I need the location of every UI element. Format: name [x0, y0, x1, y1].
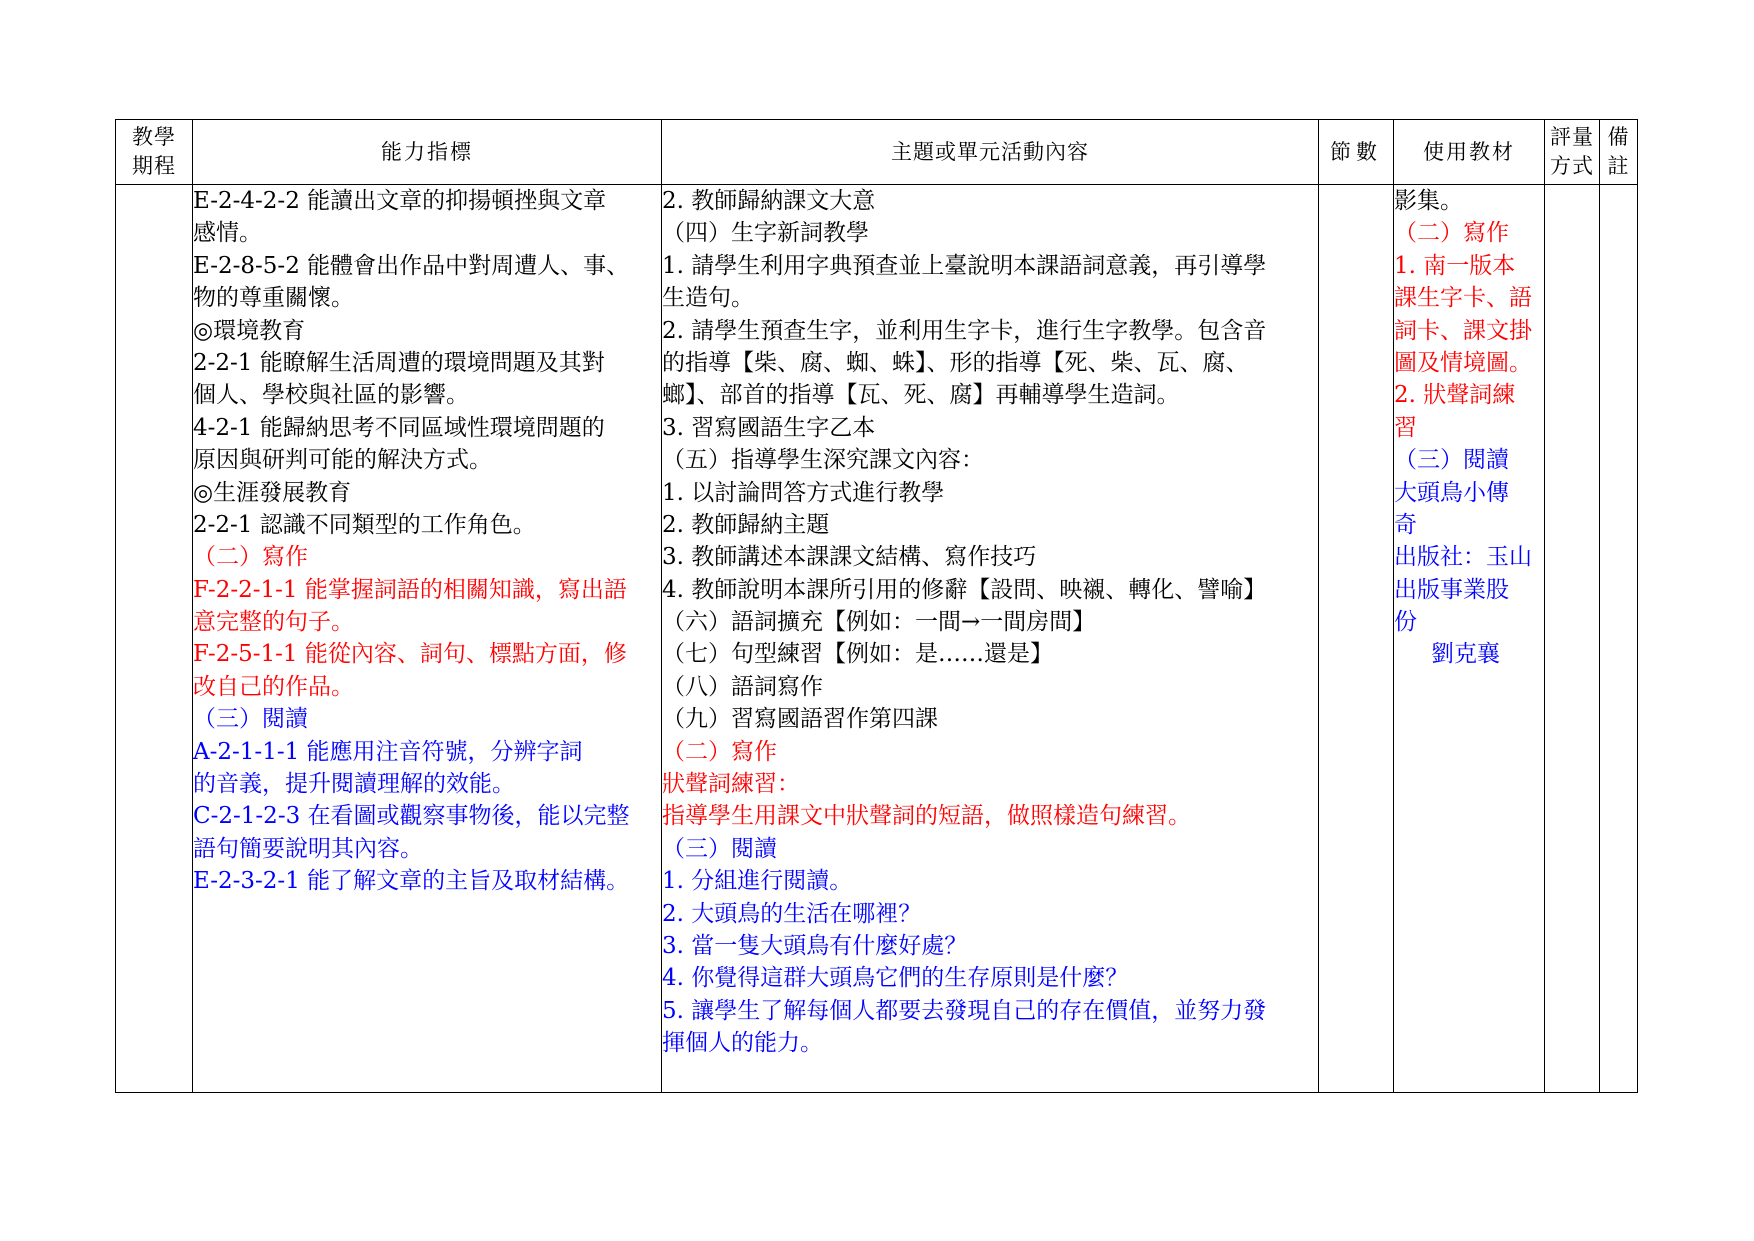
- indicator-line: C-2-1-2-3 在看圖或觀察事物後，能以完整: [193, 803, 630, 830]
- header-row: [116, 120, 1638, 185]
- header-assessment: [1545, 120, 1600, 185]
- activity-section-heading: （五）指導學生深究課文內容：: [662, 447, 984, 474]
- indicator-line: E-2-8-5-2 能體會出作品中對周遭人、事、: [193, 252, 630, 279]
- activity-section-heading: （七）句型練習【例如：是……還是】: [662, 641, 1053, 668]
- activity-line: 2. 大頭鳥的生活在哪裡？: [662, 900, 922, 927]
- indicator-line: 2-2-1 能瞭解生活周遭的環境問題及其對: [193, 349, 605, 376]
- indicator-line: 個人、學校與社區的影響。: [193, 382, 469, 409]
- material-line: 2. 狀聲詞練: [1394, 382, 1516, 409]
- header-period: [116, 120, 193, 185]
- indicator-line: E-2-4-2-2 能讀出文章的抑揚頓挫與文章: [193, 188, 607, 214]
- header-period-line: 教學: [132, 125, 176, 149]
- header-assessment-line: 評量: [1550, 125, 1594, 149]
- activity-line: 1. 以討論問答方式進行教學: [662, 479, 945, 506]
- material-line: 1. 南一版本: [1394, 252, 1516, 279]
- activity-line: 4. 教師說明本課所引用的修辭【設問、映襯、轉化、譬喻】: [662, 576, 1267, 603]
- indicator-line: 4-2-1 能歸納思考不同區域性環境問題的: [193, 414, 605, 441]
- indicator-line: 感情。: [193, 220, 262, 247]
- indicator-line: 的音義，提升閱讀理解的效能。: [193, 771, 515, 798]
- activity-line: 5. 讓學生了解每個人都要去發現自己的存在價值，並努力發: [662, 997, 1267, 1024]
- activity-section-heading: （九）習寫國語習作第四課: [662, 706, 938, 733]
- header-materials-label: 使用教材: [1423, 139, 1515, 164]
- activity-line: 的指導【柴、腐、蜘、蛛】、形的指導【死、柴、瓦、腐、: [662, 349, 1249, 376]
- cell-assessment: [1545, 185, 1600, 1093]
- header-activities-label: 主題或單元活動內容: [891, 139, 1089, 164]
- material-author: 劉克襄: [1431, 641, 1500, 668]
- activity-line: 4. 你覺得這群大頭鳥它們的生存原則是什麼？: [662, 965, 1129, 992]
- indicator-line: 語句簡要說明其內容。: [193, 835, 423, 862]
- indicator-writing-heading: （二）寫作: [193, 544, 308, 571]
- indicator-line: 改自己的作品。: [193, 673, 354, 700]
- cell-materials: [1394, 185, 1545, 1093]
- cell-activities: [662, 185, 1319, 1093]
- indicator-line: 意完整的句子。: [193, 609, 354, 636]
- activity-reading-heading: （三）閱讀: [662, 835, 777, 862]
- activity-writing-heading: （二）寫作: [662, 738, 777, 765]
- cell-period: [116, 185, 193, 1093]
- header-period-line: 期程: [132, 154, 176, 178]
- material-line: 出版事業股: [1394, 576, 1509, 603]
- material-line: 份: [1394, 609, 1417, 636]
- cell-remarks: [1600, 185, 1638, 1093]
- indicator-line: 2-2-1 認識不同類型的工作角色。: [193, 511, 536, 538]
- indicator-line: 物的尊重關懷。: [193, 285, 354, 312]
- indicator-reading-heading: （三）閱讀: [193, 706, 308, 733]
- indicator-topic-heading: ◎環境教育: [193, 317, 306, 344]
- activity-line: 1. 請學生利用字典預查並上臺說明本課語詞意義，再引導學: [662, 252, 1267, 279]
- activity-line: 螂】、部首的指導【瓦、死、腐】再輔導學生造詞。: [662, 382, 1180, 409]
- material-line: 奇: [1394, 511, 1417, 538]
- activity-line: 揮個人的能力。: [662, 1030, 823, 1057]
- header-indicators: [193, 120, 662, 185]
- activity-line: 2. 請學生預查生字，並利用生字卡，進行生字教學。包含音: [662, 317, 1267, 344]
- material-line: 影集。: [1394, 188, 1463, 214]
- activity-line: 2. 教師歸納課文大意: [662, 188, 876, 214]
- material-line: 習: [1394, 414, 1417, 441]
- header-remarks-line: 註: [1607, 154, 1630, 178]
- header-assessment-line: 方式: [1550, 154, 1594, 178]
- material-line: 大頭鳥小傳: [1394, 479, 1509, 506]
- indicator-topic-heading: ◎生涯發展教育: [193, 479, 352, 506]
- header-activities: [662, 120, 1319, 185]
- indicator-line: F-2-2-1-1 能掌握詞語的相關知識，寫出語: [193, 576, 627, 603]
- material-reading-heading: （三）閱讀: [1394, 447, 1509, 474]
- activity-line: 指導學生用課文中狀聲詞的短語，做照樣造句練習。: [662, 803, 1191, 830]
- activity-line: 狀聲詞練習：: [662, 771, 800, 798]
- material-line: 詞卡、課文掛: [1394, 317, 1532, 344]
- material-line: 課生字卡、語: [1394, 285, 1532, 312]
- material-line: 圖及情境圖。: [1394, 349, 1532, 376]
- activity-line: 2. 教師歸納主題: [662, 511, 830, 538]
- material-line: 出版社：玉山: [1394, 544, 1532, 571]
- cell-sessions: [1319, 185, 1394, 1093]
- header-remarks-line: 備: [1607, 125, 1630, 149]
- teaching-plan-table: [115, 119, 1638, 1093]
- indicator-line: E-2-3-2-1 能了解文章的主旨及取材結構。: [193, 868, 630, 895]
- activity-section-heading: （六）語詞擴充【例如：一間→一間房間】: [662, 609, 1096, 636]
- indicator-line: A-2-1-1-1 能應用注音符號，分辨字詞: [193, 738, 583, 765]
- header-sessions-label: 節數: [1330, 139, 1382, 164]
- content-row: [116, 185, 1638, 1093]
- cell-indicators: [193, 185, 662, 1093]
- material-writing-heading: （二）寫作: [1394, 220, 1509, 247]
- activity-line: 生造句。: [662, 285, 754, 312]
- activity-line: 3. 習寫國語生字乙本: [662, 414, 876, 441]
- activity-line: 1. 分組進行閱讀。: [662, 868, 853, 895]
- header-remarks: [1600, 120, 1638, 185]
- indicator-line: F-2-5-1-1 能從內容、詞句、標點方面，修: [193, 641, 627, 668]
- activity-section-heading: （四）生字新詞教學: [662, 220, 869, 247]
- header-materials: [1394, 120, 1545, 185]
- activity-line: 3. 教師講述本課課文結構、寫作技巧: [662, 544, 1037, 571]
- indicator-line: 原因與研判可能的解決方式。: [193, 447, 492, 474]
- header-indicators-label: 能力指標: [381, 139, 473, 164]
- activity-section-heading: （八）語詞寫作: [662, 673, 823, 700]
- activity-line: 3. 當一隻大頭鳥有什麼好處？: [662, 932, 968, 959]
- header-sessions: [1319, 120, 1394, 185]
